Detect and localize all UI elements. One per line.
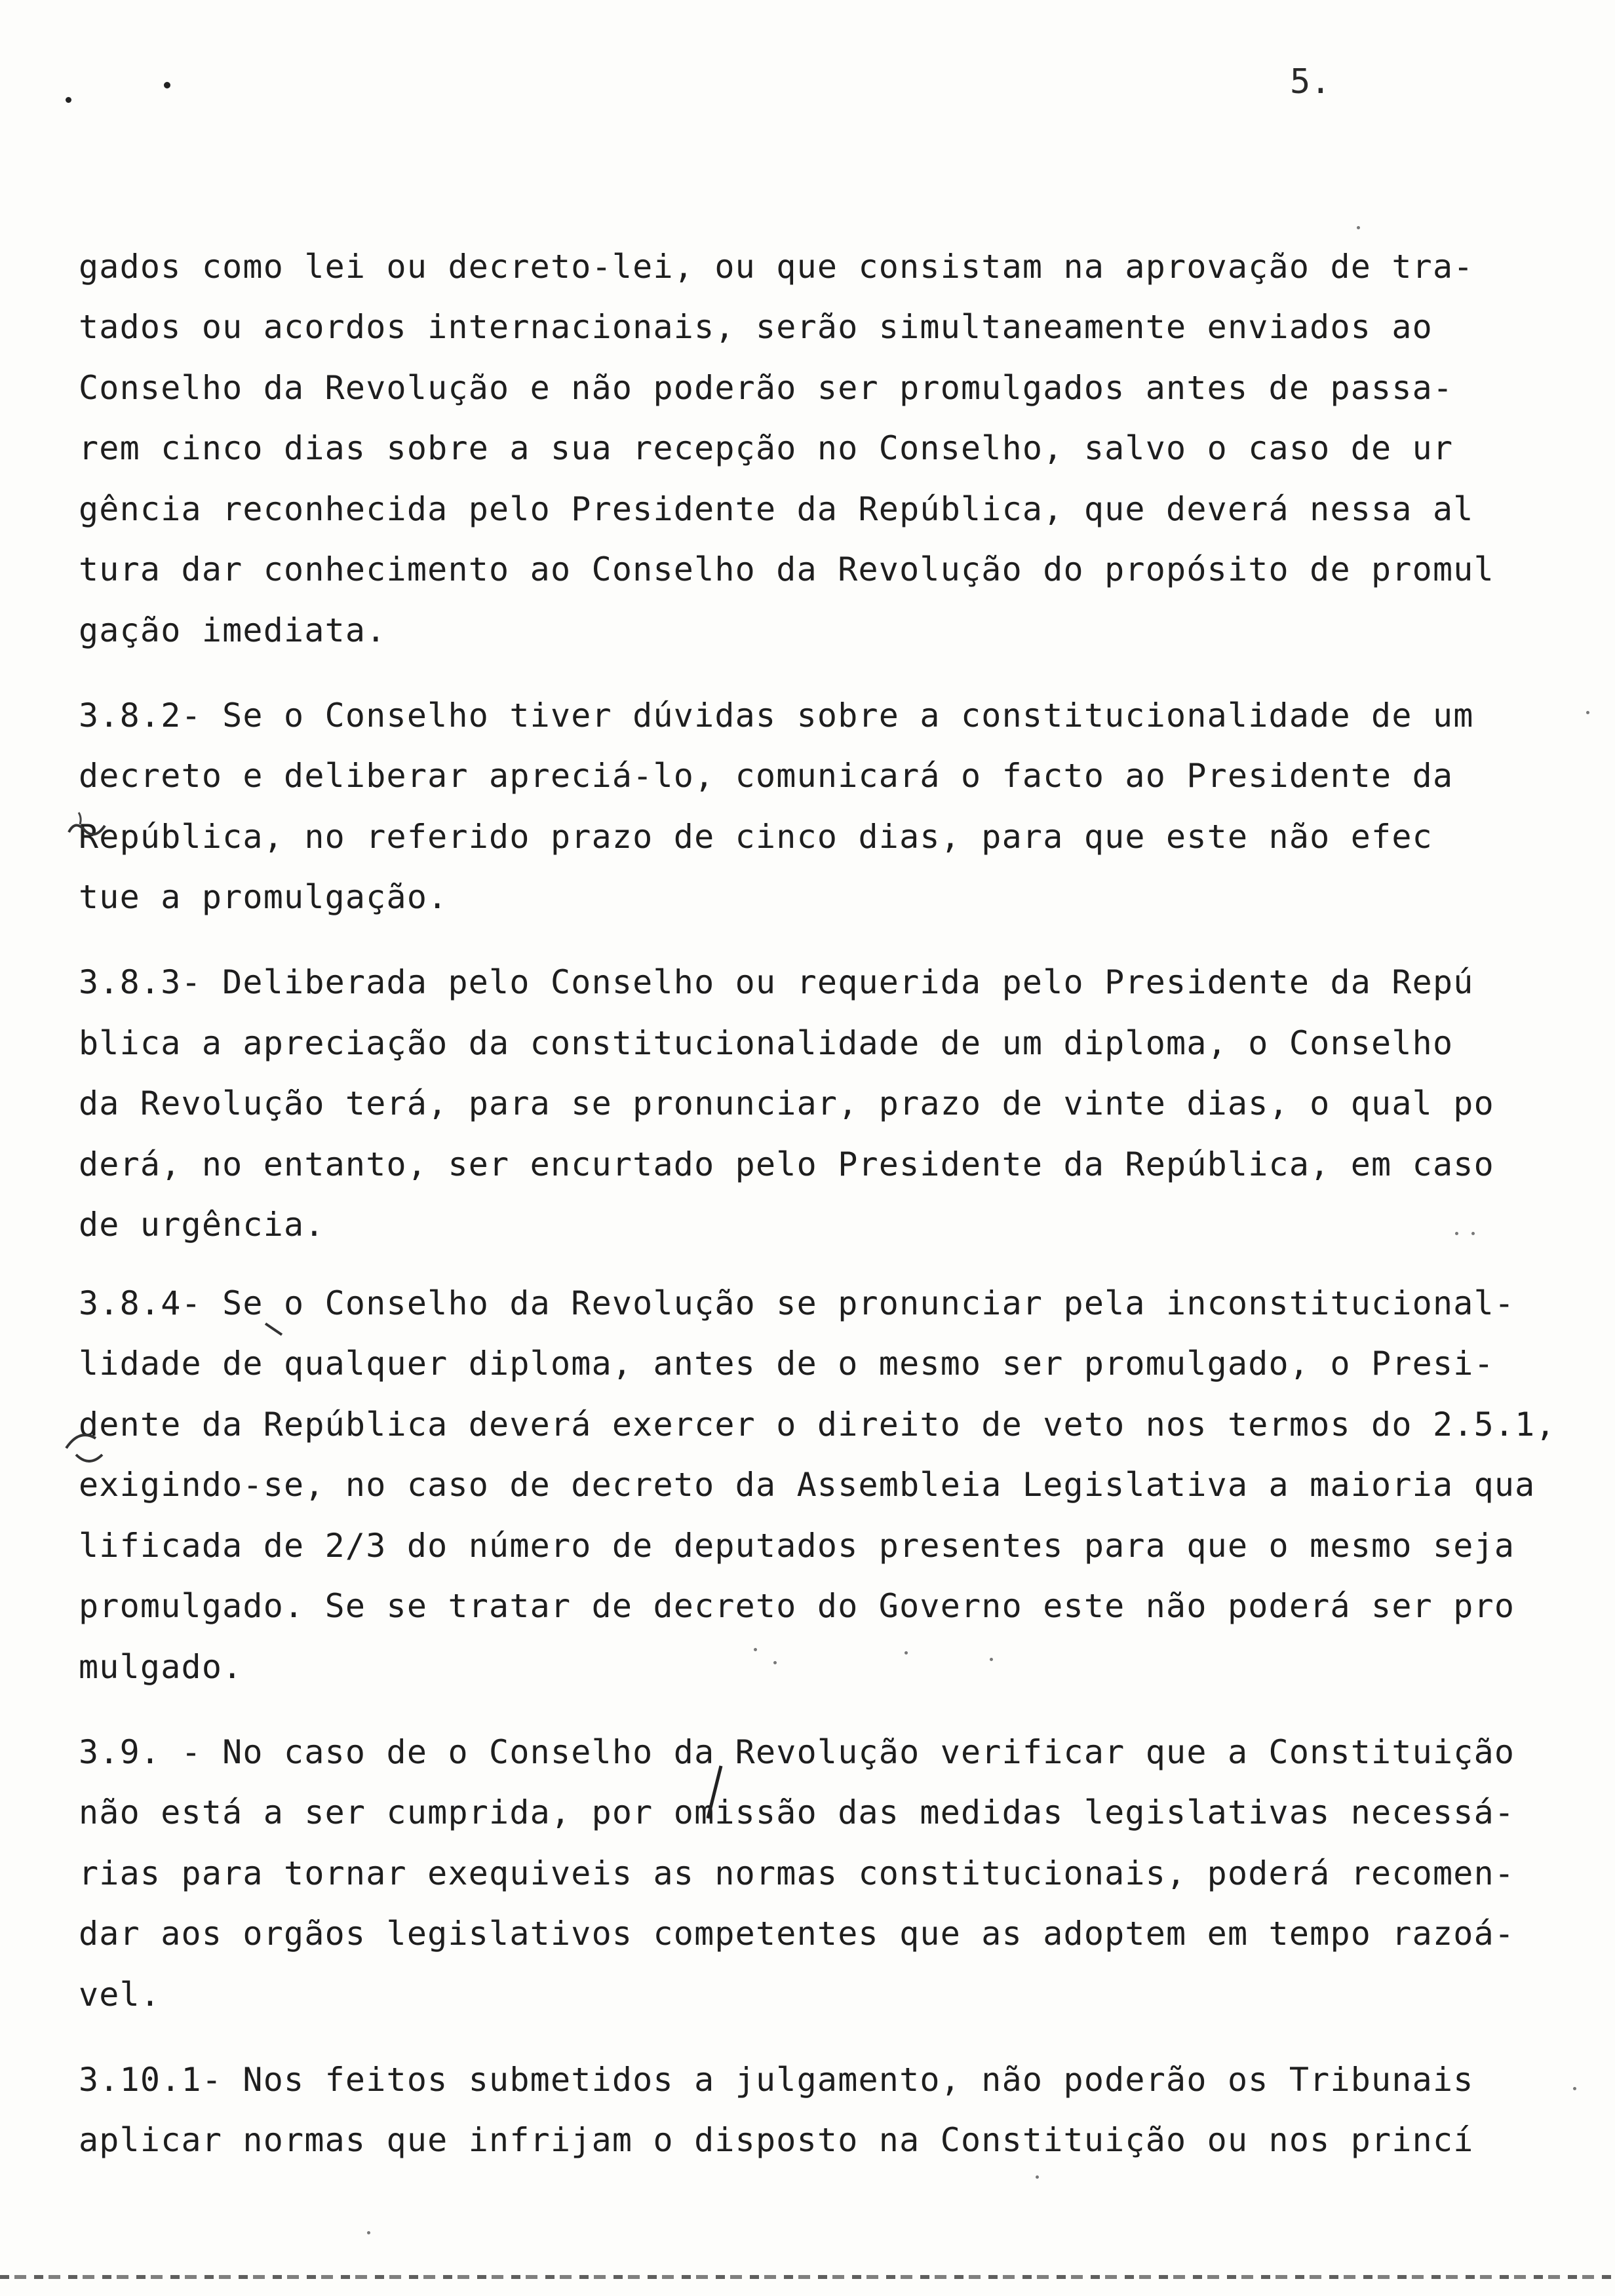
scan-speck (1471, 1232, 1475, 1235)
scan-mark (164, 82, 170, 88)
text-line: República, no referido prazo de cinco dias, para que este não efec (79, 818, 1433, 856)
text-line: vel. (79, 1976, 161, 2014)
text-line: Conselho da Revolução e não poderão ser promulgados antes de passa- (79, 369, 1454, 407)
text-line: tue a promulgação. (79, 878, 448, 916)
text-line: lidade de qualquer diploma, antes de o mesmo ser promulgado, o Presi- (79, 1345, 1494, 1383)
text-line: 3.8.4- Se o Conselho da Revolução se pronunciar pela inconstitucional- (79, 1284, 1515, 1322)
text-line: 3.10.1- Nos feitos submetidos a julgamento, não poderão os Tribunais (79, 2061, 1474, 2099)
text-line: lificada de 2/3 do número de deputados presentes para que o mesmo seja (79, 1527, 1515, 1565)
text-line: rias para tornar exequiveis as normas constitucionais, poderá recomen- (79, 1854, 1515, 1892)
handwritten-mark (66, 806, 118, 845)
page-number: 5. (1290, 62, 1331, 102)
scan-speck (754, 1648, 757, 1651)
scan-speck (990, 1658, 993, 1661)
text-line: não está a ser cumprida, por omissão das medidas legislativas necessá- (79, 1793, 1515, 1831)
handwritten-mark (701, 1763, 728, 1822)
text-line: decreto e deliberar apreciá-lo, comunicará o facto ao Presidente da (79, 757, 1454, 795)
text-line: dente da República deverá exercer o direito de veto nos termos do 2.5.1, (79, 1406, 1556, 1444)
text-line: blica a apreciação da constitucionalidade de um diploma, o Conselho (79, 1024, 1454, 1062)
text-line: dar aos orgãos legislativos competentes que as adoptem em tempo razoá- (79, 1915, 1515, 1953)
scan-speck (773, 1661, 777, 1664)
scan-mark (66, 97, 71, 103)
scan-speck (1573, 2087, 1576, 2090)
scan-edge-artifact (0, 2275, 1615, 2279)
text-line: promulgado. Se se tratar de decreto do Governo este não poderá ser pro (79, 1587, 1515, 1625)
text-line: gados como lei ou decreto-lei, ou que consistam na aprovação de tra- (79, 248, 1474, 286)
text-line: da Revolução terá, para se pronunciar, prazo de vinte dias, o qual po (79, 1084, 1494, 1122)
text-line: mulgado. (79, 1648, 243, 1686)
text-line: 3.8.3- Deliberada pelo Conselho ou requerida pelo Presidente da Repú (79, 963, 1474, 1001)
text-line: de urgência. (79, 1206, 325, 1244)
scan-speck (1036, 2175, 1039, 2179)
text-line: rem cinco dias sobre a sua recepção no Conselho, salvo o caso de ur (79, 429, 1454, 467)
text-line: 3.9. - No caso de o Conselho da Revolução verificar que a Constituição (79, 1733, 1515, 1771)
text-line: tados ou acordos internacionais, serão simultaneamente enviados ao (79, 308, 1433, 346)
text-line: gência reconhecida pelo Presidente da República, que deverá nessa al (79, 490, 1474, 528)
handwritten-mark (63, 1425, 122, 1471)
scan-speck (1586, 711, 1589, 714)
text-line: derá, no entanto, ser encurtado pelo Presidente da República, em caso (79, 1145, 1494, 1183)
scan-speck (1455, 1232, 1458, 1235)
text-line: 3.8.2- Se o Conselho tiver dúvidas sobre a constitucionalidade de um (79, 697, 1474, 735)
handwritten-mark (262, 1320, 288, 1340)
text-line: gação imediata. (79, 611, 387, 649)
scan-speck (1357, 226, 1360, 229)
scan-speck (905, 1651, 908, 1655)
scan-speck (367, 2231, 370, 2234)
text-line: exigindo-se, no caso de decreto da Assembleia Legislativa a maioria qua (79, 1466, 1536, 1504)
text-line: aplicar normas que infrijam o disposto na Constituição ou nos princí (79, 2121, 1474, 2159)
text-line: tura dar conhecimento ao Conselho da Revolução do propósito de promul (79, 550, 1494, 588)
